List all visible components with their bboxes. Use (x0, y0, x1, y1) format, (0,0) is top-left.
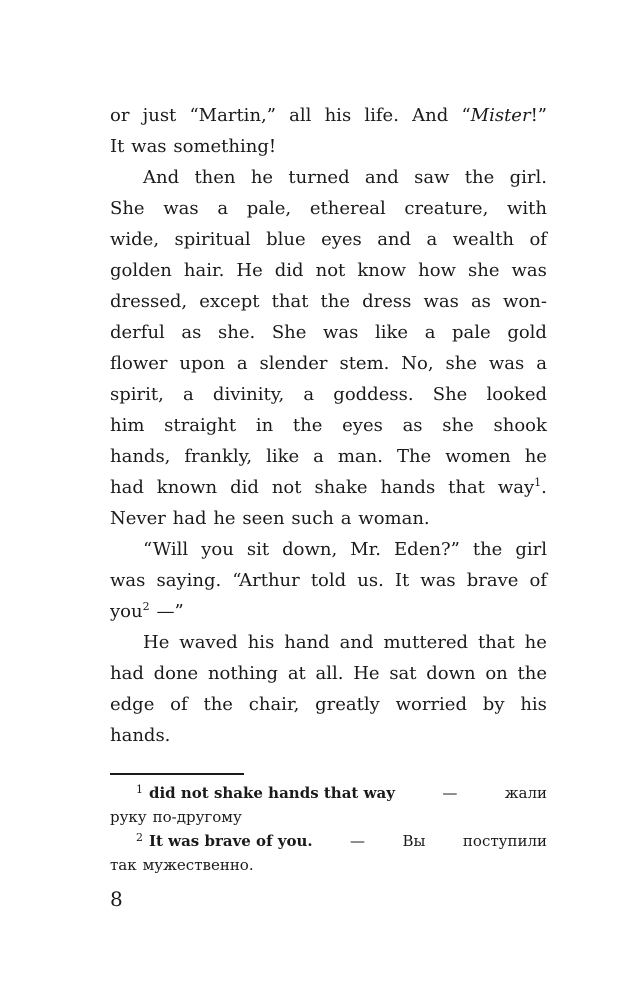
word: told (310, 570, 347, 591)
word: eyes (321, 229, 362, 250)
word: was (420, 570, 456, 591)
word: him (110, 415, 145, 436)
word: was (488, 353, 525, 374)
word: seen (242, 508, 285, 529)
word: and (377, 229, 412, 250)
word: muttered (383, 632, 468, 653)
word: shake (314, 477, 368, 498)
word: greatly (315, 694, 380, 715)
word: creature, (404, 198, 489, 219)
footnote-2-dash: — (350, 832, 366, 850)
word: brave (466, 570, 519, 591)
word: in (255, 415, 274, 436)
footnote-1-translation-word: по-другому (152, 808, 242, 826)
text-line (110, 286, 547, 317)
word: golden (110, 260, 172, 281)
word: Mr. (350, 539, 382, 560)
footnote-1-term-group (136, 781, 395, 805)
word: the (292, 415, 323, 436)
word: all. (315, 663, 344, 684)
footnote-1-dash: — (442, 784, 458, 802)
word: pale, (246, 198, 292, 219)
word: he (213, 508, 236, 529)
word: straight (164, 415, 237, 436)
word: upon (179, 353, 225, 374)
word: how (418, 260, 456, 281)
word: done (153, 663, 199, 684)
word: pale (452, 322, 491, 343)
word: she (445, 353, 477, 374)
text-line (110, 224, 547, 255)
word: as (402, 415, 423, 436)
footnote-2-line-2 (110, 853, 547, 877)
footnote-1-line (110, 781, 547, 805)
word: looked (486, 384, 547, 405)
word: the (464, 167, 495, 188)
word: you (110, 601, 143, 622)
word: girl. (509, 167, 547, 188)
word: sat (389, 663, 417, 684)
word: a (217, 198, 229, 219)
word: know (357, 260, 407, 281)
word: hands, (110, 446, 171, 467)
word: girl (515, 539, 547, 560)
word: a (236, 353, 248, 374)
text-line (110, 627, 547, 658)
word: derful (110, 322, 165, 343)
word: shook (493, 415, 547, 436)
word: wide, (110, 229, 160, 250)
word: like (266, 446, 300, 467)
footnote-1-term: did not shake hands that way (149, 784, 395, 802)
word: hair. (183, 260, 225, 281)
word: women (445, 446, 511, 467)
word: of (529, 229, 547, 250)
text-line (110, 410, 547, 441)
word: like (375, 322, 409, 343)
word: slender (259, 353, 328, 374)
word: you (201, 539, 234, 560)
word: was (511, 260, 547, 281)
open-quote: “ (461, 105, 471, 126)
word: was (163, 198, 199, 219)
word: he (524, 446, 547, 467)
footnote-2-translation-word: Вы (402, 832, 426, 850)
mister-closing: !” (530, 105, 547, 126)
word: woman. (358, 508, 430, 529)
word: his (324, 105, 352, 126)
page-number: 8 (110, 887, 123, 911)
word: Eden?” (394, 539, 460, 560)
word: a (424, 322, 436, 343)
word: down, (282, 539, 338, 560)
word: She (271, 322, 307, 343)
word: was (110, 570, 146, 591)
text-line (110, 379, 547, 410)
word: chair, (248, 694, 300, 715)
word: The (396, 446, 432, 467)
word: he (524, 632, 547, 653)
word: us. (357, 570, 384, 591)
word: a (340, 508, 352, 529)
word: the (203, 694, 233, 715)
text-line (110, 348, 547, 379)
footnote-1-translation: жали (504, 784, 547, 802)
word: was (423, 291, 459, 312)
word: something! (173, 136, 277, 157)
footnote-1-line-2 (110, 805, 547, 829)
word: Never (110, 508, 166, 529)
word: man. (337, 446, 383, 467)
word: was (131, 136, 167, 157)
word: except (199, 291, 260, 312)
text-line (110, 658, 547, 689)
text-line (110, 503, 547, 534)
word: wealth (452, 229, 515, 250)
word: the (517, 663, 547, 684)
word: was (323, 322, 359, 343)
text-line (110, 689, 547, 720)
word: hands. (110, 725, 171, 746)
word: then (194, 167, 236, 188)
word: his (520, 694, 547, 715)
text-line (110, 255, 547, 286)
word: divinity, (212, 384, 285, 405)
word: that (477, 632, 515, 653)
word: with (506, 198, 547, 219)
word: not (271, 477, 302, 498)
word: a (426, 229, 438, 250)
word: It (110, 136, 125, 157)
word: and (339, 632, 374, 653)
word: stem. (339, 353, 390, 374)
word: hands (380, 477, 436, 498)
word: he (250, 167, 274, 188)
word: as (470, 291, 491, 312)
word: of (529, 570, 547, 591)
word: known (156, 477, 218, 498)
word: spirit, (110, 384, 164, 405)
word: goddess. (333, 384, 414, 405)
text-line (110, 534, 547, 565)
word: that (448, 477, 485, 498)
word: sit (246, 539, 270, 560)
word: frankly, (184, 446, 253, 467)
word: she (467, 260, 500, 281)
word: won- (503, 291, 547, 312)
word: by (482, 694, 505, 715)
italic-mister: Mister (470, 105, 531, 126)
word: He (143, 632, 170, 653)
word: ethereal (309, 198, 386, 219)
period: . (541, 477, 547, 498)
word: —” (156, 601, 184, 622)
text-line (110, 472, 547, 503)
page-body (110, 100, 547, 751)
word: gold (507, 322, 547, 343)
word: “Will (143, 539, 189, 560)
word: life. (364, 105, 399, 126)
footnote-2-translation-word: поступили (462, 832, 547, 850)
word: turned (288, 167, 350, 188)
word: did (274, 260, 304, 281)
word: saying. (156, 570, 222, 591)
word: She (110, 198, 145, 219)
word: “Martin,” (189, 105, 276, 126)
word: a (536, 353, 547, 374)
footnote-1-number: 1 (136, 783, 143, 796)
word: a (313, 446, 324, 467)
text-line (110, 100, 547, 131)
word: as (181, 322, 202, 343)
word: waved (179, 632, 238, 653)
text-line (110, 162, 547, 193)
word: a (303, 384, 315, 405)
text-line (110, 131, 547, 162)
footnote-2-translation-word: так (110, 856, 137, 874)
footnote-separator (110, 773, 244, 775)
word: the (320, 291, 351, 312)
word: He (236, 260, 263, 281)
word: worried (395, 694, 467, 715)
word: nothing (207, 663, 279, 684)
word: dressed, (110, 291, 188, 312)
footnote-2-term-group (136, 829, 313, 853)
word: did (230, 477, 259, 498)
word: his (247, 632, 275, 653)
word: had (110, 477, 144, 498)
text-line (110, 720, 547, 751)
word: a (183, 384, 194, 405)
word: just (142, 105, 177, 126)
word: And (412, 105, 449, 126)
word: she (442, 415, 474, 436)
word: on (485, 663, 508, 684)
word: hand (284, 632, 330, 653)
word: down (426, 663, 476, 684)
word: she. (217, 322, 256, 343)
word: the (472, 539, 503, 560)
word: She (432, 384, 468, 405)
word: blue (266, 229, 306, 250)
footnote-2-number: 2 (136, 831, 143, 844)
word: not (315, 260, 346, 281)
word: It (394, 570, 410, 591)
footnote-2-line (110, 829, 547, 853)
word: such (291, 508, 334, 529)
word-mister (461, 100, 547, 131)
footnote-ref-2: 2 (142, 600, 150, 613)
word: flower (110, 353, 168, 374)
word: way (497, 477, 535, 498)
footnote-ref-1: 1 (534, 476, 542, 489)
word: or (110, 105, 130, 126)
footnote-2-translation-word: мужественно. (142, 856, 254, 874)
text-line (110, 193, 547, 224)
text-line (110, 596, 547, 627)
text-line (110, 317, 547, 348)
word: all (289, 105, 312, 126)
word: had (110, 663, 144, 684)
word: dress (362, 291, 412, 312)
word: and (364, 167, 399, 188)
word: that (271, 291, 309, 312)
word: And (143, 167, 180, 188)
word: No, (401, 353, 434, 374)
word-with-footnote-1 (498, 472, 547, 503)
text-line (110, 565, 547, 596)
footnotes (110, 781, 547, 877)
word: at (287, 663, 306, 684)
word-with-footnote-2 (110, 596, 150, 627)
text-line (110, 441, 547, 472)
footnote-1-translation-word: руку (110, 808, 147, 826)
word: spiritual (174, 229, 251, 250)
word: of (170, 694, 188, 715)
word: “Arthur (232, 570, 300, 591)
footnote-2-term: It was brave of you. (149, 832, 313, 850)
word: edge (110, 694, 155, 715)
word: eyes (342, 415, 383, 436)
word: saw (414, 167, 450, 188)
body-text (110, 100, 547, 751)
word: He (353, 663, 380, 684)
word: had (172, 508, 207, 529)
